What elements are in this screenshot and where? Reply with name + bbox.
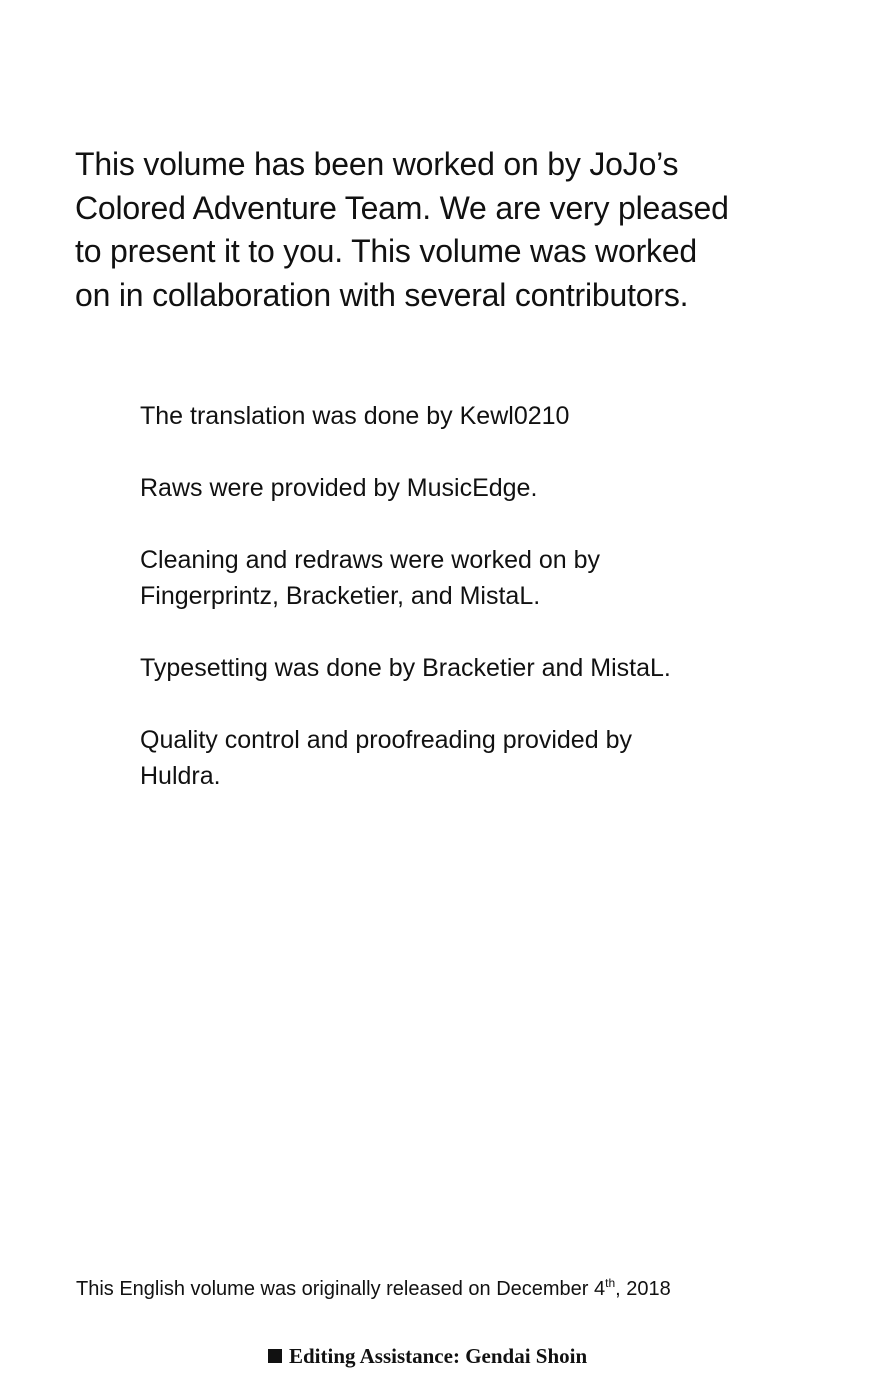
- release-ordinal: th: [605, 1276, 616, 1290]
- intro-line: to present it to you. This volume was worked: [75, 233, 698, 269]
- intro-paragraph: [75, 143, 815, 317]
- credit-line: Cleaning and redraws were worked on by: [140, 546, 600, 574]
- release-suffix: , 2018: [615, 1278, 671, 1300]
- credit-line: Fingerprintz, Bracketier, and MistaL.: [140, 582, 541, 610]
- credit-translation: [140, 398, 840, 434]
- black-square-icon: [268, 1349, 282, 1363]
- intro-line: on in collaboration with several contributors.: [75, 276, 689, 313]
- credit-line: The translation was done by Kewl0210: [140, 402, 570, 430]
- credit-line: Huldra.: [140, 762, 221, 790]
- credit-raws: [140, 470, 840, 506]
- credit-quality-control: [140, 722, 840, 794]
- credit-line: Typesetting was done by Bracketier and MistaL.: [140, 654, 671, 682]
- credit-line: Raws were provided by MusicEdge.: [140, 474, 538, 502]
- editing-assistance-text: Editing Assistance: Gendai Shoin: [289, 1344, 588, 1368]
- credit-cleaning: [140, 542, 840, 614]
- intro-line: Colored Adventure Team. We are very pleased: [75, 189, 729, 226]
- credit-typesetting: [140, 650, 840, 686]
- credit-line: Quality control and proofreading provided by: [140, 726, 632, 754]
- editing-assistance: [268, 1342, 587, 1370]
- release-note: [76, 1274, 671, 1304]
- release-prefix: This English volume was originally released on December 4: [76, 1278, 606, 1300]
- intro-line: This volume has been worked on by JoJo’s: [75, 146, 679, 182]
- credits-list: [140, 398, 840, 830]
